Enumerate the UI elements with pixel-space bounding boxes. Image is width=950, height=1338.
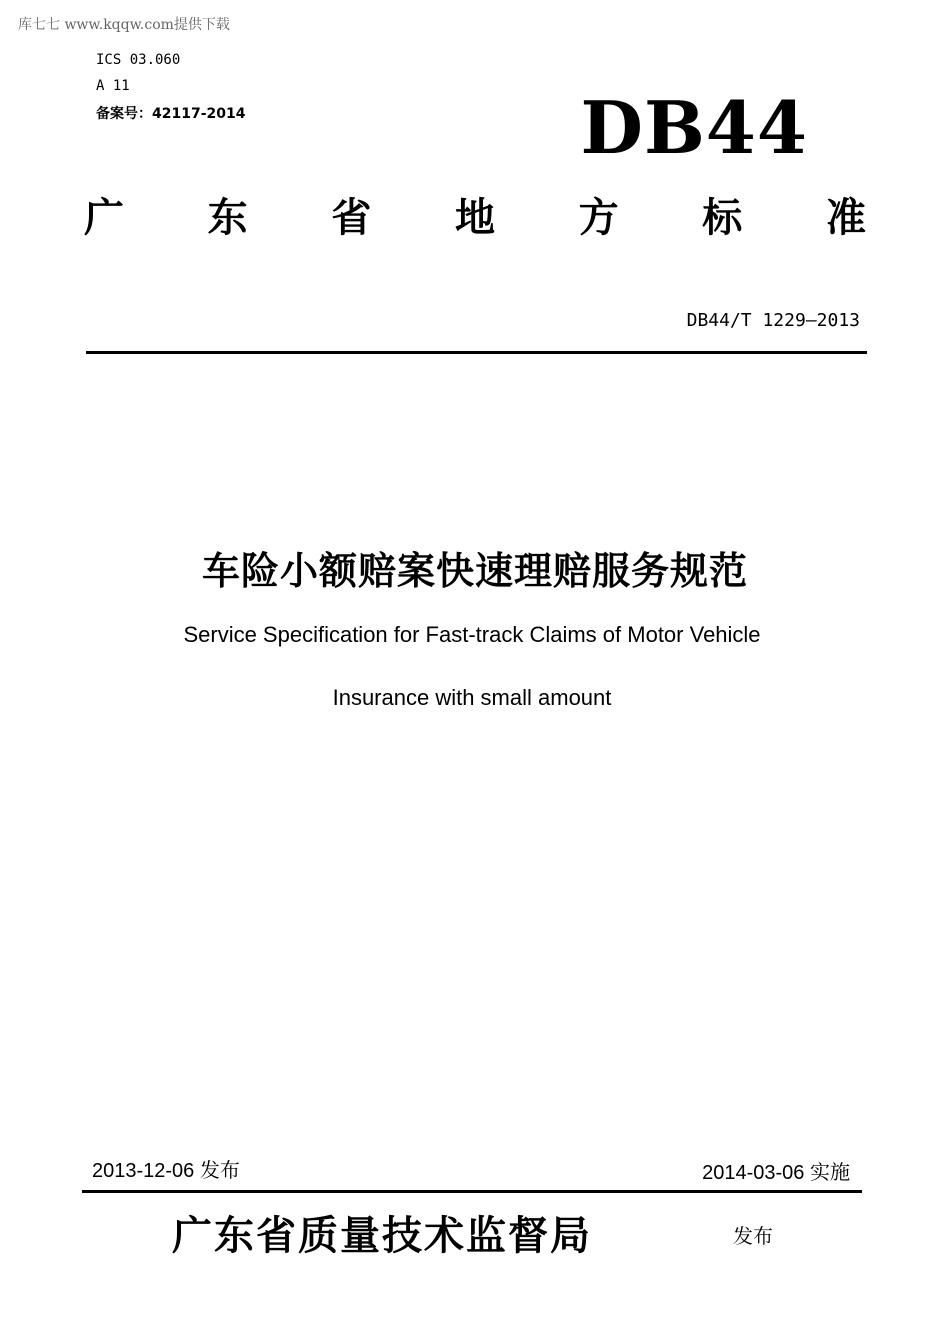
effective-date: 2014-03-06 实施 — [702, 1162, 850, 1184]
standard-type-heading — [84, 195, 866, 241]
top-divider — [86, 351, 867, 354]
issuing-authority: 广东省质量技术监督局 — [172, 1212, 592, 1259]
record-number: 备案号：42117-2014 — [96, 106, 246, 122]
title-english-line-1: Service Specification for Fast-track Claims of Motor Vehicle — [183, 622, 761, 647]
standard-type-char: 广 — [84, 195, 124, 241]
issue-date: 2013-12-06 发布 — [92, 1160, 240, 1182]
classification-code: A 11 — [96, 78, 130, 94]
standard-type-char: 方 — [578, 195, 619, 241]
watermark-text: 库七七 www.kqqw.com提供下载 — [18, 17, 230, 33]
standard-type-char: 准 — [825, 195, 866, 241]
db44-logo: DB44 — [580, 85, 808, 170]
standard-type-char: 省 — [331, 195, 372, 241]
standard-code: DB44/T 1229—2013 — [686, 310, 860, 331]
standard-type-char: 东 — [207, 195, 248, 241]
title-english-line-2: Insurance with small amount — [332, 685, 612, 710]
standard-type-char: 标 — [702, 195, 743, 241]
ics-code: ICS 03.060 — [96, 52, 181, 68]
title-chinese: 车险小额赔案快速理赔服务规范 — [201, 549, 748, 593]
standard-type-char: 地 — [454, 195, 495, 241]
bottom-divider — [82, 1190, 862, 1193]
issuer-suffix: 发布 — [733, 1224, 773, 1248]
